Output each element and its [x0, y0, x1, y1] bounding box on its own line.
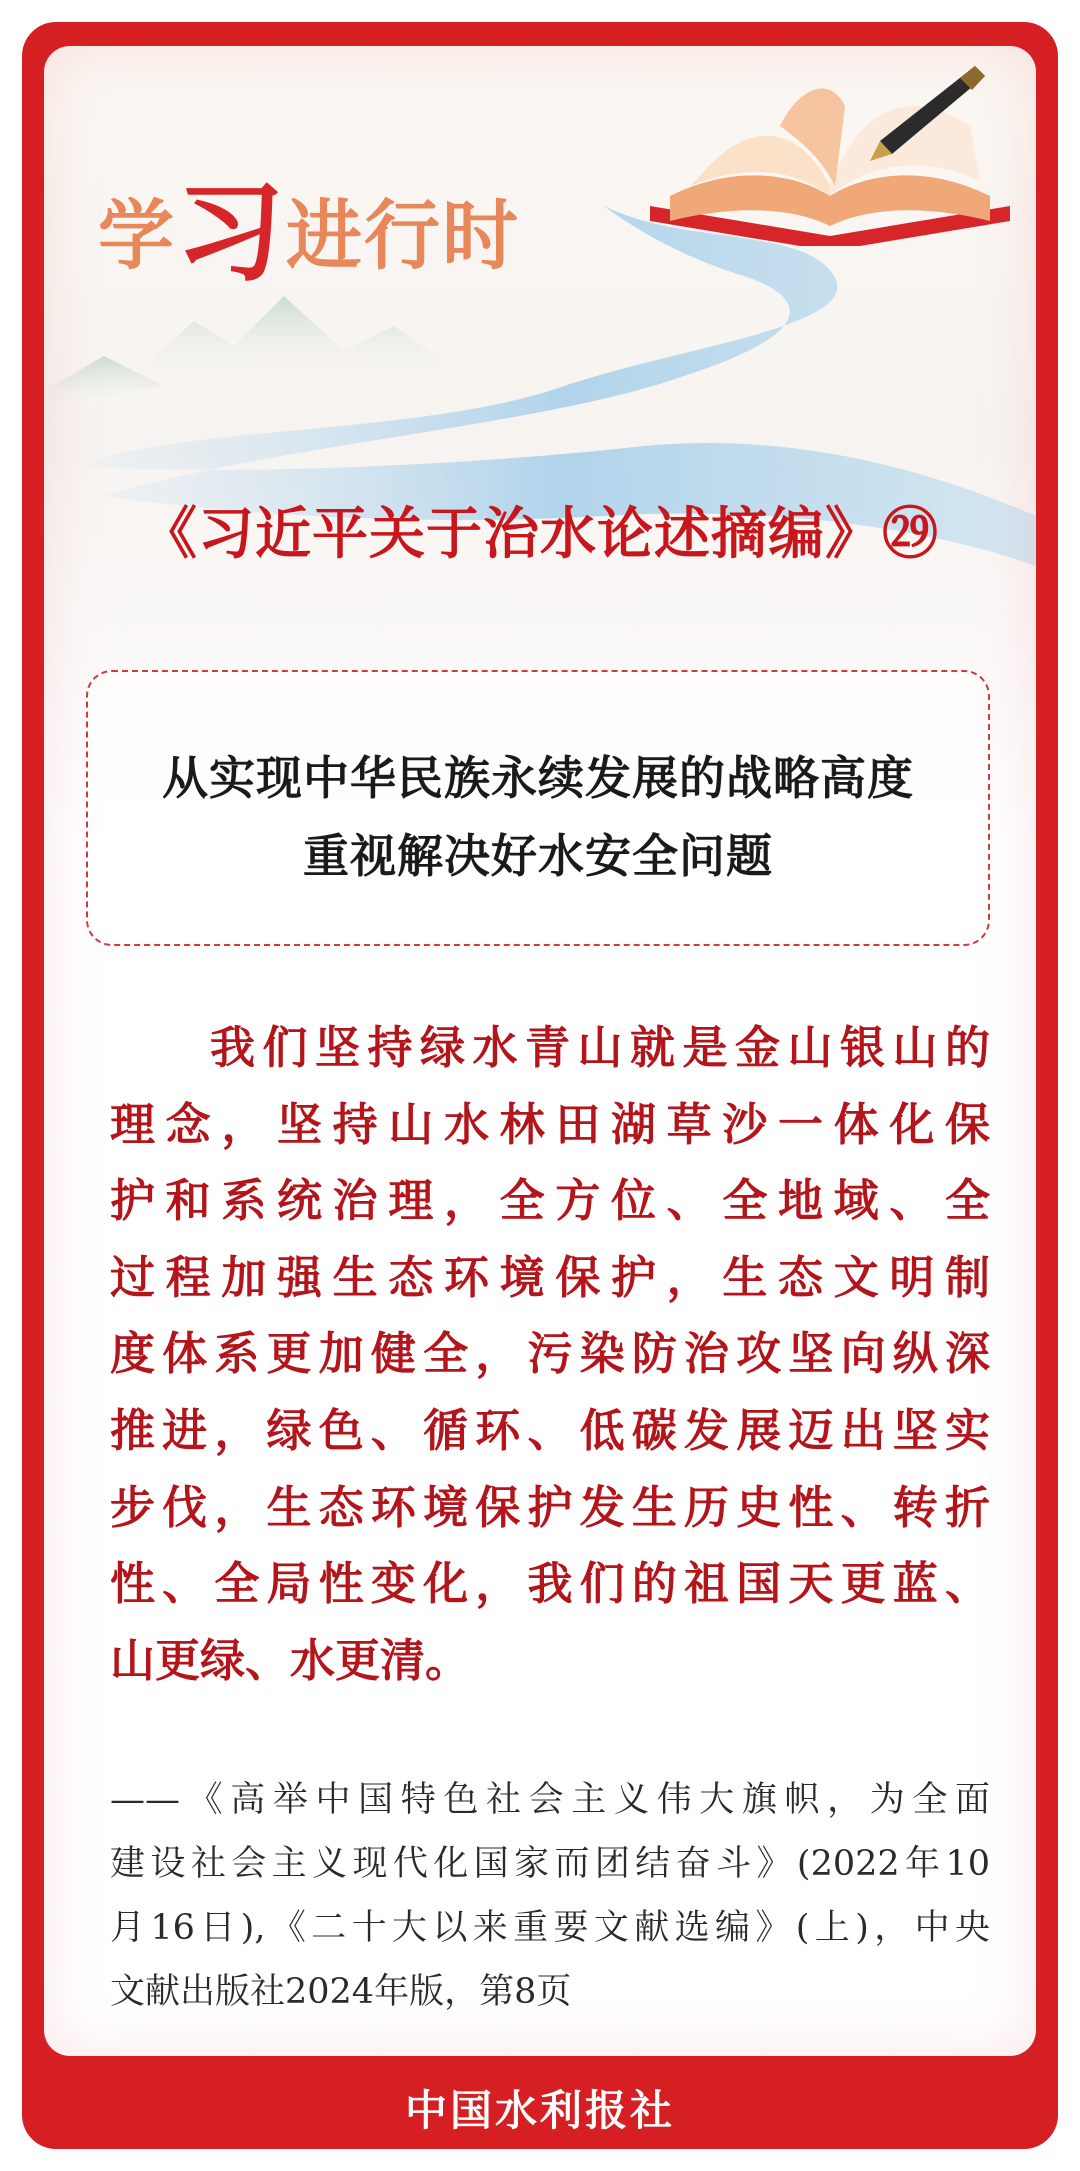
brand-title-post: 进行时 [286, 191, 521, 280]
brand-title [98, 138, 521, 296]
source-line: 建设社会主义现代化国家而团结奋斗》(2022年10 [110, 1844, 990, 1884]
quote-line: 我们坚持绿水青山就是金山银山的 [210, 1021, 990, 1074]
quote-line: 步伐，生态环境保护发生历史性、转折 [110, 1480, 990, 1534]
brand-title-accent: 习 [176, 171, 287, 296]
quote-line: 度体系更加健全，污染防治攻坚向纵深 [110, 1327, 990, 1381]
quote-line: 护和系统治理，全方位、全地域、全 [110, 1174, 990, 1228]
quote-line: 山更绿、水更清。 [110, 1633, 471, 1687]
open-book-icon [630, 46, 1030, 246]
headline-line-2: 重视解决好水安全问题 [303, 829, 773, 883]
source-line: ——《高举中国特色社会主义伟大旗帜，为全面 [110, 1780, 990, 1820]
quote-line: 理念，坚持山水林田湖草沙一体化保 [110, 1097, 990, 1151]
source-line: 月16日),《二十大以来重要文献选编》(上)，中央 [110, 1908, 990, 1948]
brand-title-pre: 学 [98, 191, 176, 280]
quote-paragraph [110, 1010, 990, 1699]
source-line: 文献出版社2024年版，第8页 [110, 1972, 572, 2012]
headline-line-1: 从实现中华民族永续发展的战略高度 [162, 751, 914, 805]
headline-box [86, 670, 990, 946]
series-title: 《习近平关于治水论述摘编》㉙ [141, 502, 939, 567]
quote-line: 推进，绿色、循环、低碳发展迈出坚实 [110, 1403, 990, 1457]
quote-line: 性、全局性变化，我们的祖国天更蓝、 [110, 1557, 990, 1611]
footer-organization: 中国水利报社 [404, 2086, 675, 2135]
quote-line: 过程加强生态环境保护，生态文明制 [110, 1250, 990, 1304]
source-citation [110, 1768, 990, 2024]
